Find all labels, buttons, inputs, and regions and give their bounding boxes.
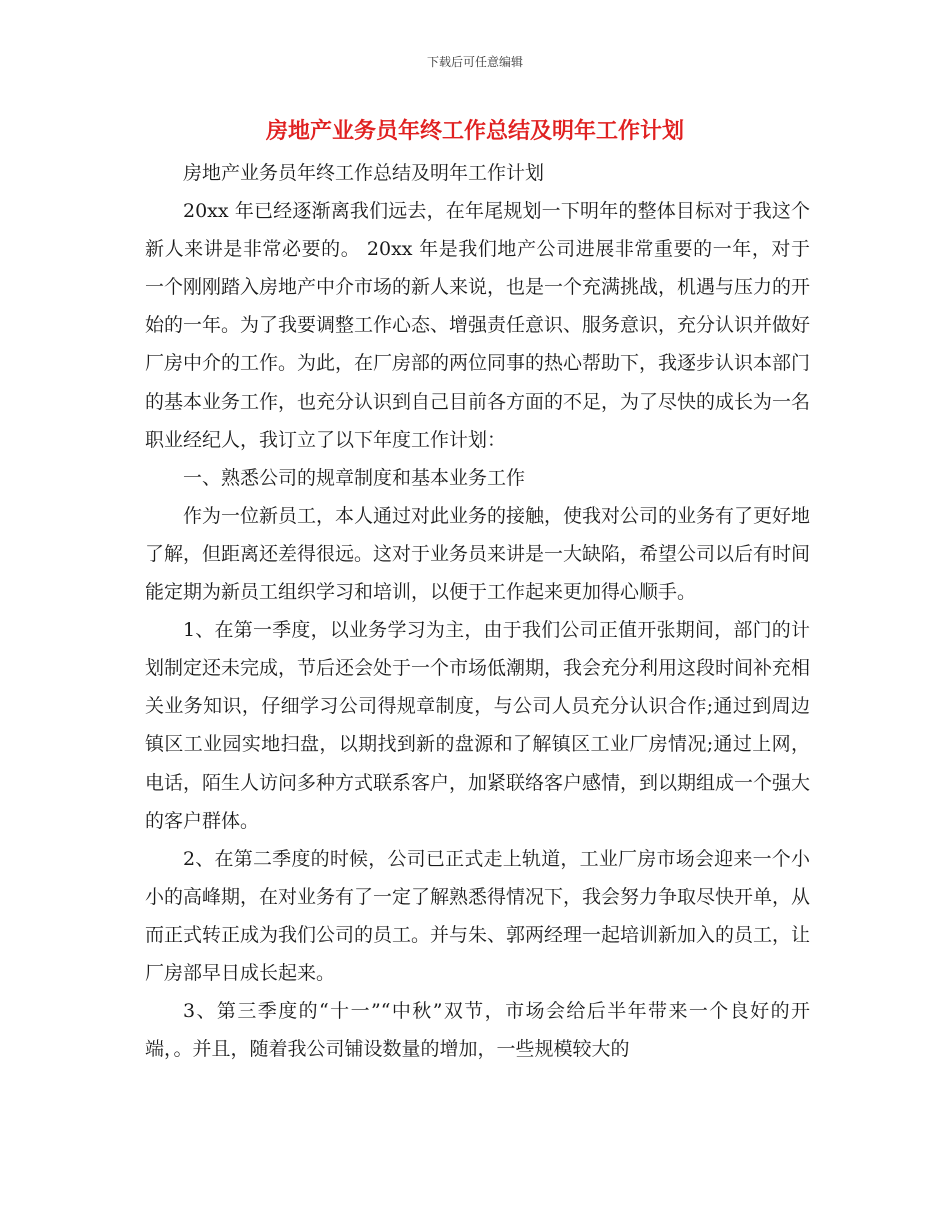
paragraph: 1、在第一季度，以业务学习为主，由于我们公司正值开张期间，部门的计划制定还未完成，节后还会处于一个市场低潮期，我会充分利用这段时间补充相关业务知识，仔细学习公司得规章制度，与公司人员充分认识合作;通过到周边镇区工业园实地扫盘，以期找到新的盘源和了解镇区工业厂房情况;通过上网，电话，陌生人访问多种方式联系客户，加紧联络客户感情，到以期组成一个强大的客户群体。 [145, 619, 811, 832]
paragraph: 2、在第二季度的时候，公司已正式走上轨道，工业厂房市场会迎来一个小小的高峰期，在对业务有了一定了解熟悉得情况下，我会努力争取尽快开单，从而正式转正成为我们公司的员工。并与朱、郭两经理一起培训新加入的员工，让厂房部早日成长起来。 [145, 847, 811, 984]
page-header: 下载后可任意编辑 [426, 55, 523, 69]
document-body [145, 154, 810, 1068]
document-title: 房地产业务员年终工作总结及明年工作计划 [265, 119, 684, 144]
paragraph: 房地产业务员年终工作总结及明年工作计划 [183, 162, 545, 184]
paragraph: 作为一位新员工，本人通过对此业务的接触，使我对公司的业务有了更好地了解，但距离还差得很远。这对于业务员来讲是一大缺陷，希望公司以后有时间能定期为新员工组织学习和培训，以便于工作起来更加得心顺手。 [145, 504, 811, 604]
paragraph: 20xx 年已经逐渐离我们远去，在年尾规划一下明年的整体目标对于我这个新人来讲是非常必要的。 20xx 年是我们地产公司进展非常重要的一年，对于一个刚刚踏入房地产中介市场的新人来说，也是一个充满挑战，机遇与压力的开始的一年。为了我要调整工作心态、增强责任意识、服务意识，充分认识并做好厂房中介的工作。为此，在厂房部的两位同事的热心帮助下，我逐步认识本部门的基本业务工作，也充分认识到自己目前各方面的不足，为了尽快的成长为一名职业经纪人，我订立了以下年度工作计划： [145, 200, 811, 451]
section-heading: 一、熟悉公司的规章制度和基本业务工作 [183, 466, 526, 489]
paragraph: 3、第三季度的“十一”“中秋”双节，市场会给后半年带来一个良好的开端，。并且，随着我公司铺设数量的增加，一些规模较大的 [145, 1000, 810, 1061]
